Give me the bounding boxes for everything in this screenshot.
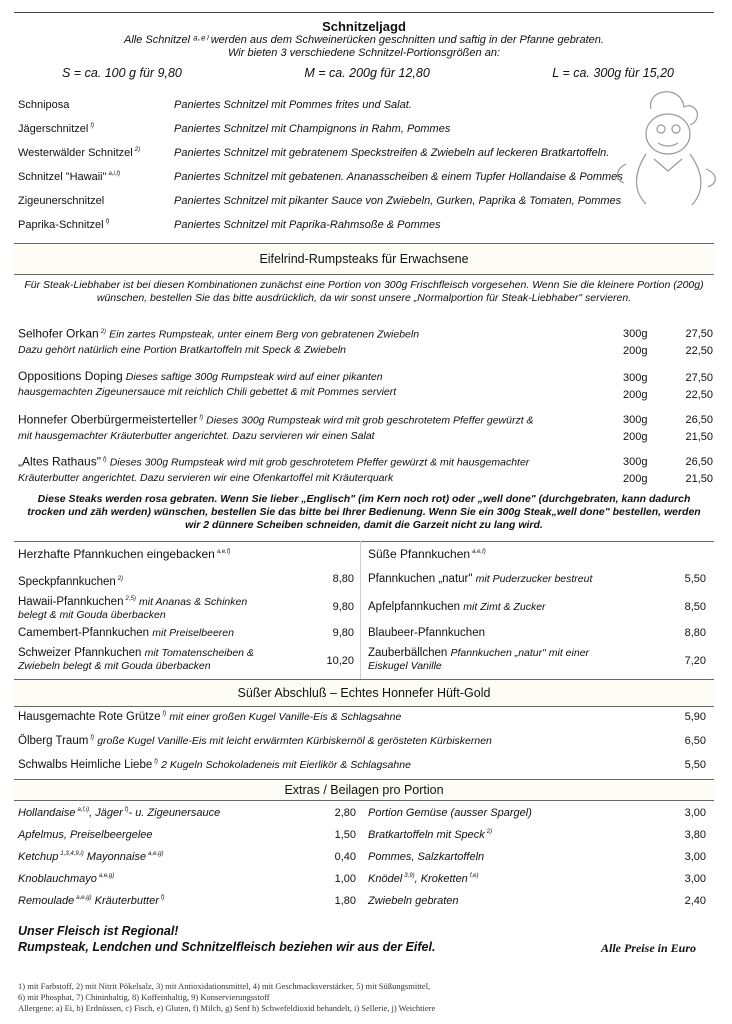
price: 0,40	[334, 851, 356, 863]
column-divider	[360, 541, 361, 679]
list-item: Remoulade $^{a,e,g)}$ Kräuterbutter $^{f)}$	[18, 895, 165, 907]
size-s: S = ca. 100 g für 9,80	[62, 66, 182, 80]
list-item: Hollandaise $^{a,f,i)}$, Jäger $^{f)}$- u. Zigeunersauce	[18, 807, 221, 819]
price: 5,50	[684, 573, 706, 585]
list-item: Jägerschnitzel $^{f)}$ Paniertes Schnitzel mit Champignons in Rahm, Pommes	[18, 123, 451, 135]
price: 3,80	[684, 829, 706, 841]
savory-pancakes-title: Herzhafte Pfannkuchen eingebacken $^{a,e,f)}$	[18, 547, 231, 561]
list-item: Blaubeer-Pfannkuchen	[368, 627, 485, 639]
price: 6,50	[684, 735, 706, 747]
list-item: „Altes Rathaus" $^{f)}$ Dieses 300g Rumpsteak wird mit grob geschrotetem Pfeffer gewürzt & mit hausgemachter Kräuterbutter angerichtet. Dazu servieren wir eine Ofenkartoffel mit Kräuterquark 300g 26,50 200g 21,50	[18, 454, 713, 485]
price: 9,80	[332, 601, 354, 613]
list-item: Pfannkuchen „natur" mit Puderzucker bestreut	[368, 573, 593, 585]
steaks-note: Diese Steaks werden rosa gebraten. Wenn Sie lieber „Englisch" (im Kern noch rot) oder „well done" (durchgebraten, kann dadurch trocken und zäh werden) wünschen, bestellen Sie das bitte bei Ihrer Bedienung. Wenn Sie ein 300g Steak„well done" bestellen, werden wir 2 dünnere Scheiben schneiden, damit die Garzeit nicht zu lang wird.	[27, 493, 701, 531]
list-item: Schweizer Pfannkuchen mit Tomatenscheiben & Zwiebeln belegt & mit Gouda überbacken	[18, 647, 254, 672]
steaks-intro: Für Steak-Liebhaber ist bei diesen Kombinationen zunächst eine Portion von 300g Frischfleisch vorgesehen. Wenn Sie die kleinere Portion (200g) wünschen, bestellen Sie das bitte ausdrücklich, da wir sonst unsere „Normalportion für Steak-Liebhaber" servieren.	[24, 279, 704, 304]
list-item: Zigeunerschnitzel Paniertes Schnitzel mit pikanter Sauce von Zwiebeln, Gurken, Paprika & Tomaten, Pommes	[18, 195, 622, 207]
list-item: Schwalbs Heimliche Liebe $^{f)}$ 2 Kugeln Schokoladeneis mit Eierlikör & Schlagsahne	[18, 759, 411, 771]
list-item: Schnitzel "Hawaii" $^{a,i,f)}$ Paniertes Schnitzel mit gebatenen. Ananasscheiben & einem Tupfer Hollandaise & Pommes	[18, 171, 623, 183]
price: 5,90	[684, 711, 706, 723]
schnitzel-intro-2: Wir bieten 3 verschiedene Schnitzel-Portionsgrößen an:	[228, 47, 500, 59]
list-item: Paprika-Schnitzel $^{f)}$ Paniertes Schnitzel mit Paprika-Rahmsoße & Pommes	[18, 219, 441, 231]
list-item: Pommes, Salzkartoffeln	[368, 851, 485, 863]
schnitzel-sizes	[14, 66, 714, 80]
desserts-section-title: Süßer Abschluß – Echtes Honnefer Hüft-Gold	[14, 679, 714, 707]
price: 2,40	[684, 895, 706, 907]
list-item: Knödel $^{3,9)}$, Kroketten $^{f,e)}$	[368, 873, 479, 885]
chef-illustration	[606, 79, 726, 209]
price: 5,50	[684, 759, 706, 771]
list-item: Honnefer Oberbürgermeisterteller $^{f)}$ Dieses 300g Rumpsteak wird mit grob geschrotetem Pfeffer gewürzt & mit hausgemachter Kräuterbutter angerichtet. Dazu servieren wir einen Salat 300g 26,50 200g 21,50	[18, 412, 713, 443]
regional-note: Unser Fleisch ist Regional! Rumpsteak, Lendchen und Schnitzelfleisch beziehen wir aus der Eifel.	[18, 924, 436, 954]
sweet-pancakes-title: Süße Pfannkuchen $^{a,e,f)}$	[368, 547, 486, 561]
price: 10,20	[326, 655, 354, 667]
schnitzel-title: Schnitzeljagd	[322, 19, 406, 34]
list-item: Hausgemachte Rote Grütze $^{f)}$ mit einer großen Kugel Vanille-Eis & Schlagsahne	[18, 711, 402, 723]
list-item: Schniposa Paniertes Schnitzel mit Pommes frites und Salat.	[18, 99, 412, 111]
list-item: Westerwälder Schnitzel $^{2)}$ Paniertes Schnitzel mit gebratenem Speckstreifen & Zwiebeln auf leckeren Bratkartoffeln.	[18, 147, 610, 159]
price: 8,80	[684, 627, 706, 639]
footnotes: 1) mit Farbstoff, 2) mit Nitrit Pökelsalz, 3) mit Antioxidationsmittel, 4) mit Geschmacksverstärker, 5) mit Süßungsmittel, 6) mit Phosphat, 7) Chininhaltig, 8) Koffeinhaltig, 9) Konservierungsstoff Allergene: a) Ei, b) Erdnüssen, c) Fisch, e) Gluten, f) Milch, g) Senf h) Schwefeldioxid behandelt, i) Sellerie, j) Weichtiere	[18, 981, 436, 1013]
list-item: Speckpfannkuchen $^{2)}$	[18, 575, 124, 588]
steaks-section-title: Eifelrind-Rumpsteaks für Erwachsene	[14, 243, 714, 275]
list-item: Selhofer Orkan $^{2)}$ Ein zartes Rumpsteak, unter einem Berg von gebratenen Zwiebeln Dazu gehört natürlich eine Portion Bratkartoffeln mit Speck & Zwiebeln 300g 27,50 200g 22,50	[18, 326, 713, 357]
list-item: Camembert-Pfannkuchen mit Preiselbeeren	[18, 627, 234, 639]
price: 8,80	[332, 573, 354, 585]
price: 8,50	[684, 601, 706, 613]
size-l: L = ca. 300g für 15,20	[552, 66, 674, 80]
list-item: Knoblauchmayo $^{a,e,g)}$	[18, 873, 115, 885]
price: 1,00	[334, 873, 356, 885]
list-item: Zauberbällchen Pfannkuchen „natur" mit einer Eiskugel Vanille	[368, 647, 590, 672]
price: 7,20	[684, 655, 706, 667]
list-item: Oppositions Doping Dieses saftige 300g Rumpsteak wird auf einer pikanten hausgemachten Zigeunersauce mit reichlich Chili gebettet & mit Pommes serviert 300g 27,50 200g 22,50	[18, 369, 713, 401]
list-item: Apfelpfannkuchen mit Zimt & Zucker	[368, 601, 546, 613]
divider	[14, 541, 714, 542]
list-item: Ketchup $^{1,3,4,9,i)}$ Mayonnaise $^{a,e,g)}$	[18, 851, 164, 863]
price: 3,00	[684, 807, 706, 819]
extras-section-title: Extras / Beilagen pro Portion	[14, 779, 714, 801]
price: 3,00	[684, 851, 706, 863]
list-item: Zwiebeln gebraten	[368, 895, 459, 907]
list-item: Portion Gemüse (ausser Spargel)	[368, 807, 532, 819]
currency-note: Alle Preise in Euro	[600, 941, 696, 955]
menu-page	[14, 12, 714, 1012]
price: 1,50	[334, 829, 356, 841]
price: 2,80	[334, 807, 356, 819]
schnitzel-intro-1: Alle Schnitzel ᵃ·ᵉ⁾ werden aus dem Schweinerücken geschnitten und saftig in der Pfanne gebraten.	[124, 34, 604, 46]
price: 3,00	[684, 873, 706, 885]
price: 9,80	[332, 627, 354, 639]
list-item: Apfelmus, Preiselbeergelee	[18, 829, 153, 841]
list-item: Bratkartoffeln mit Speck $^{2)}$	[368, 829, 493, 841]
list-item: Ölberg Traum $^{f)}$ große Kugel Vanille-Eis mit leicht erwärmten Kürbiskernöl & gerösteten Kürbiskernen	[18, 735, 492, 747]
size-m: M = ca. 200g für 12,80	[304, 66, 430, 80]
list-item: Hawaii-Pfannkuchen $^{2,5)}$ mit Ananas & Schinken belegt & mit Gouda überbacken	[18, 595, 248, 621]
price: 1,80	[334, 895, 356, 907]
